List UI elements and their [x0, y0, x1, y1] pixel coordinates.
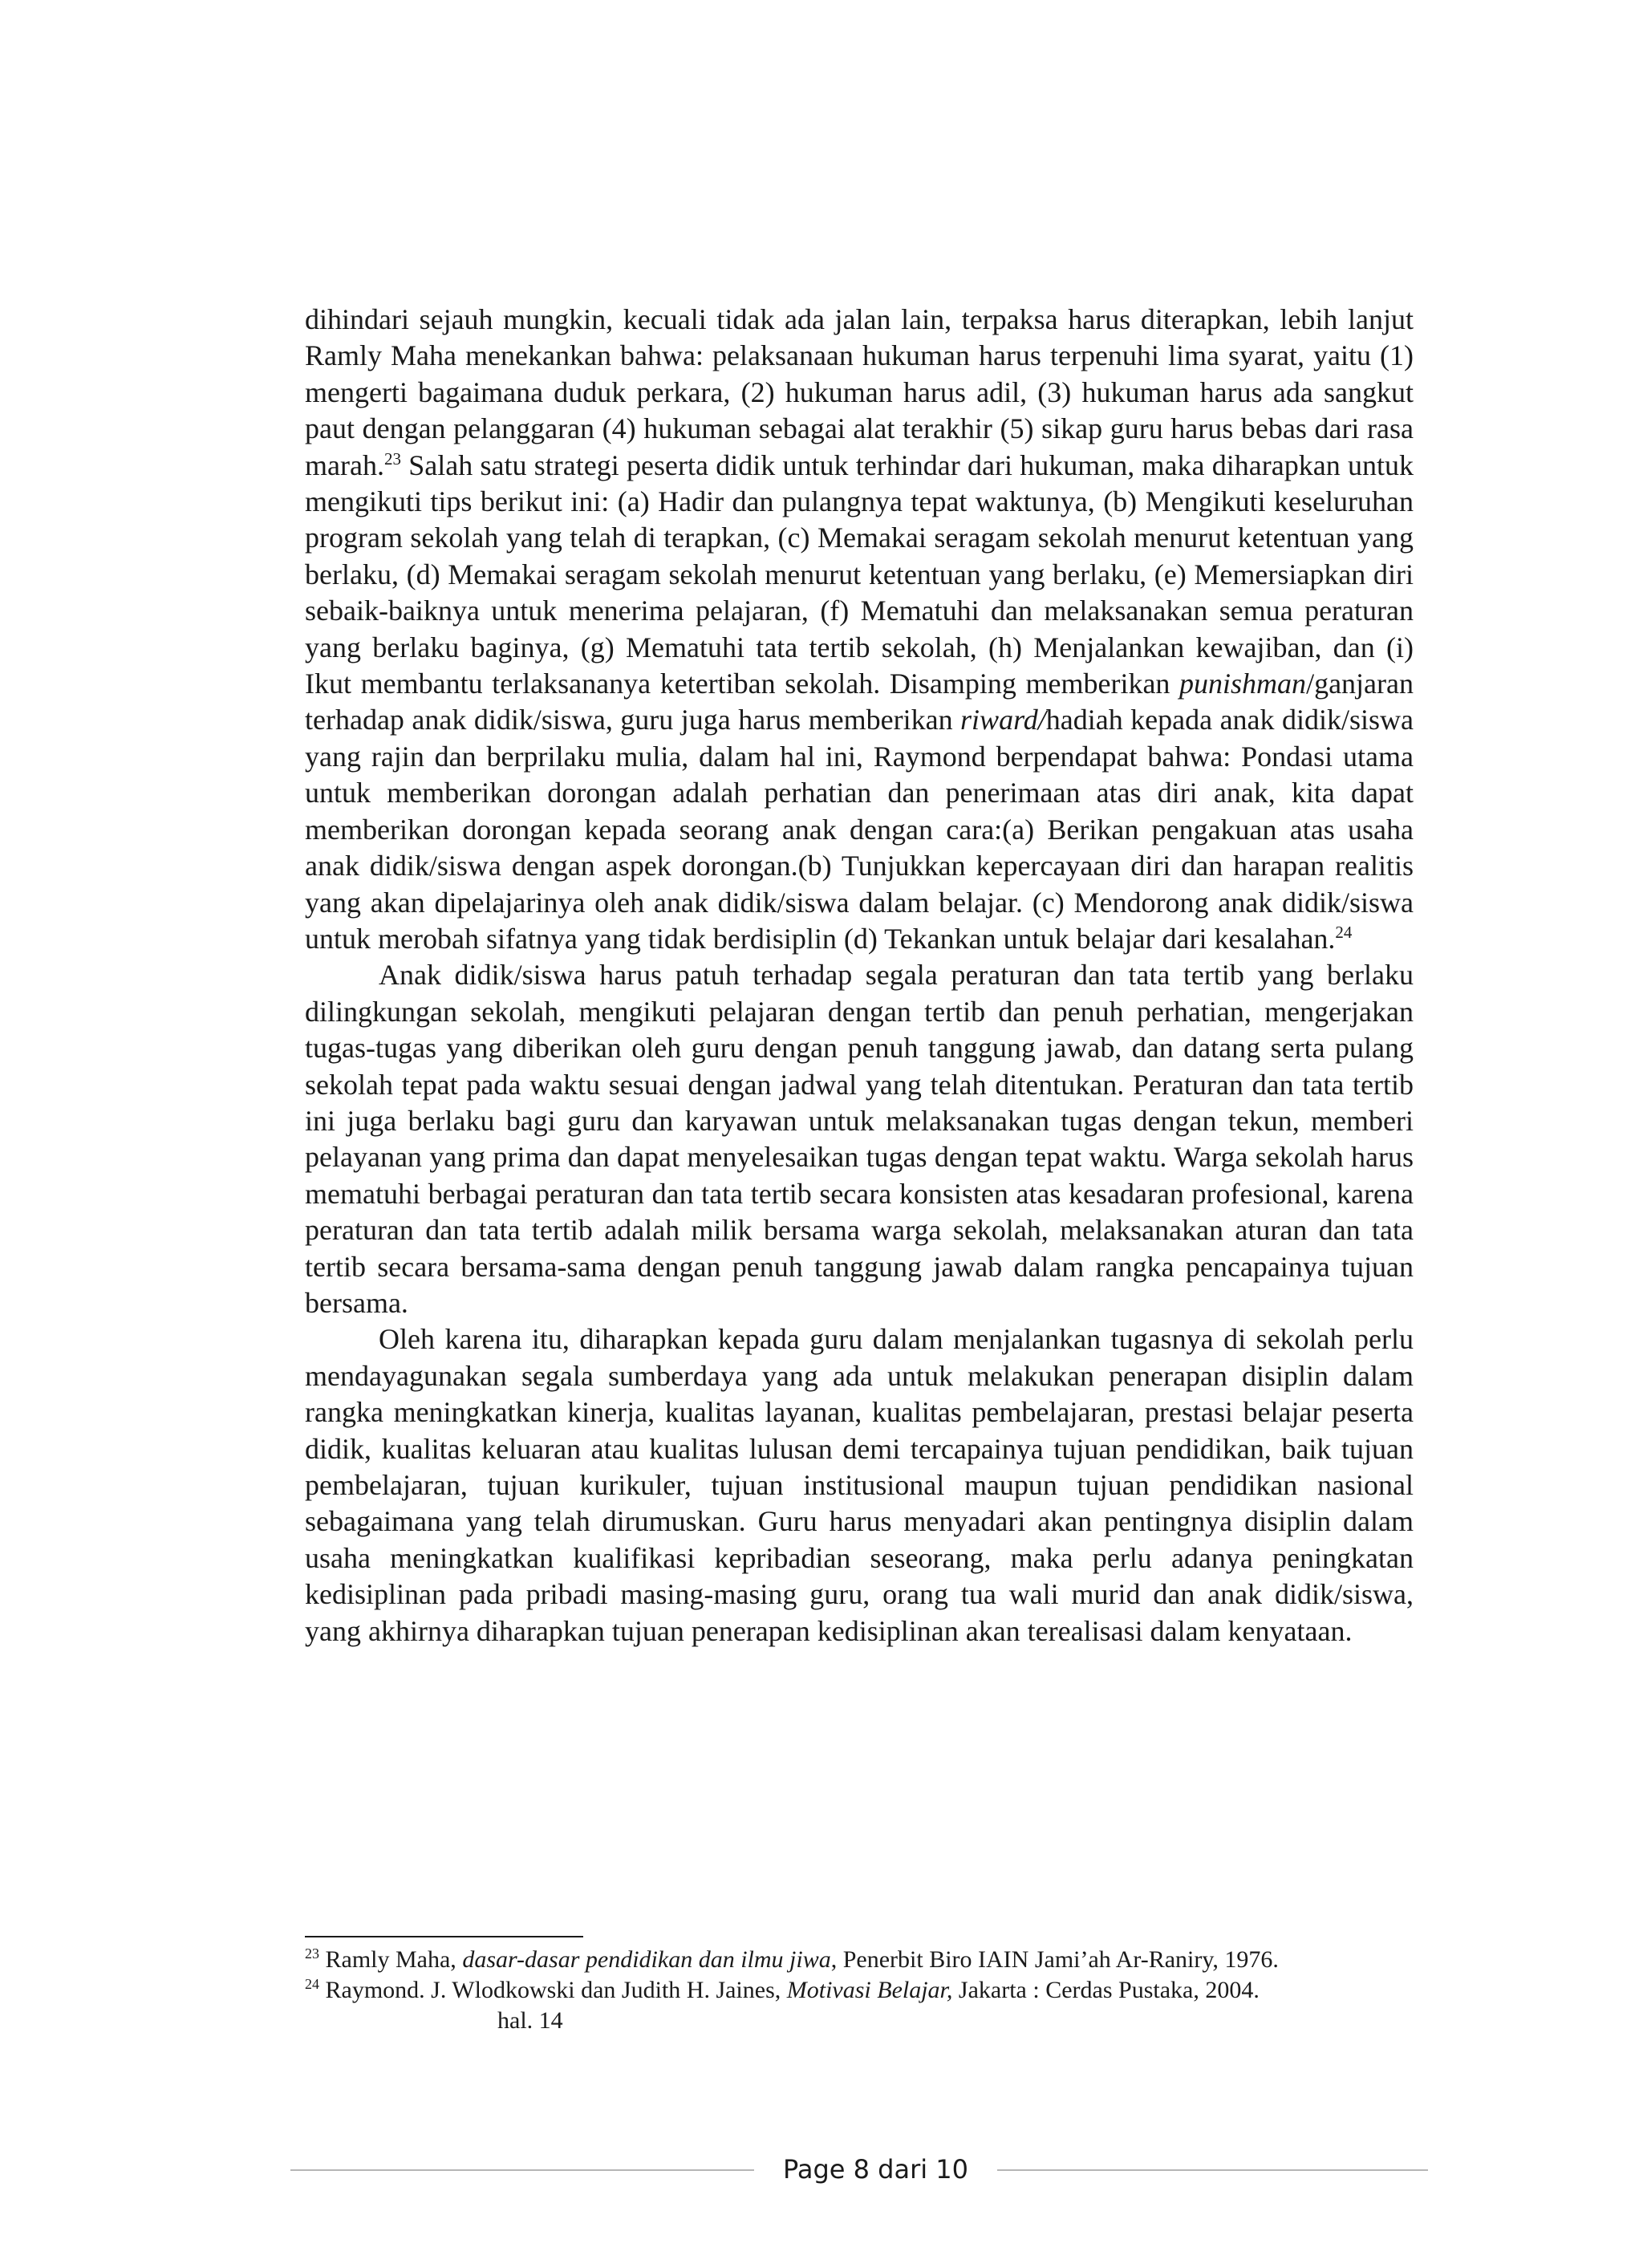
italic-term-riward: riward/ [960, 704, 1046, 736]
footnote-text: Ramly Maha, [319, 1946, 463, 1973]
footnotes [305, 1945, 1460, 2036]
paragraph-3: Oleh karena itu, diharapkan kepada guru dalam menjalankan tugasnya di sekolah perlu mendayagunakan segala sumberdaya yang ada untuk melakukan penerapan disiplin dalam rangka meningkatkan kinerja, kualitas layanan, kualitas pembelajaran, prestasi belajar peserta didik, kualitas keluaran atau kualitas lulusan demi tercapainya tujuan pendidikan, baik tujuan pembelajaran, tujuan kurikuler, tujuan institusional maupun tujuan pendidikan nasional sebagaimana yang telah dirumuskan. Guru harus menyadari akan pentingnya disiplin dalam usaha meningkatkan kualifikasi kepribadian seseorang, maka perlu adanya peningkatan kedisiplinan pada pribadi masing-masing guru, orang tua wali murid dan anak didik/siswa, yang akhirnya diharapkan tujuan penerapan kedisiplinan akan terealisasi dalam kenyataan. [305, 1323, 1414, 1647]
footer-rule-right [997, 2169, 1428, 2171]
footnote-title: Motivasi Belajar, [786, 1977, 953, 2003]
footnote-separator [305, 1936, 583, 1937]
footnote-text: , Penerbit Biro IAIN Jami’ah Ar-Raniry, 1976. [830, 1946, 1279, 1973]
paragraph-1 [305, 302, 1414, 957]
footnote-ref-23[interactable]: 23 [383, 448, 401, 469]
paragraph-1-text: /ganjaran terhadap anak didik/siswa, guru juga harus memberikan [305, 667, 1414, 736]
footnote-text: Jakarta : Cerdas Pustaka, 2004. [952, 1977, 1260, 2003]
paragraph-1-text: hadiah kepada anak didik/siswa yang rajin dan berprilaku mulia, dalam hal ini, Raymond berpendapat bahwa: Pondasi utama untuk memberikan dorongan adalah perhatian dan penerimaan atas diri anak, kita dapat memberikan dorongan kepada seorang anak dengan cara:(a) Berikan pengakuan atas usaha anak didik/siswa dengan aspek dorongan.(b) Tunjukkan kepercayaan diri dan harapan realitis yang akan dipelajarinya oleh anak didik/siswa dalam belajar. (c) Mendorong anak didik/siswa untuk merobah sifatnya yang tidak berdisiplin (d) Tekankan untuk belajar dari kesalahan. [305, 704, 1414, 955]
footnote-title: dasar-dasar pendidikan dan ilmu jiwa [462, 1946, 831, 1973]
footer-rule-left [290, 2169, 754, 2171]
page-number: Page 8 dari 10 [782, 2154, 969, 2185]
paragraph-1-text: dihindari sejauh mungkin, kecuali tidak ada jalan lain, terpaksa harus diterapkan, lebih lanjut Ramly Maha menekankan bahwa: pelaksanaan hukuman harus terpenuhi lima syarat, yaitu (1) mengerti bagaimana duduk perkara, (2) hukuman harus adil, (3) hukuman harus ada sangkut paut dengan pelanggaran (4) hukuman sebagai alat terakhir (5) sikap guru harus bebas dari rasa marah. [305, 303, 1414, 481]
paragraph-2: Anak didik/siswa harus patuh terhadap segala peraturan dan tata tertib yang berlaku dilingkungan sekolah, mengikuti pelajaran dengan tertib dan penuh perhatian, mengerjakan tugas-tugas yang diberikan oleh guru dengan penuh tanggung jawab, dan datang serta pulang sekolah tepat pada waktu sesuai dengan jadwal yang telah ditentukan. Peraturan dan tata tertib ini juga berlaku bagi guru dan karyawan untuk melaksanakan tugas dengan tekun, memberi pelayanan yang prima dan dapat menyelesaikan tugas dengan tepat waktu. Warga sekolah harus mematuhi berbagai peraturan dan tata tertib secara konsisten atas kesadaran profesional, karena peraturan dan tata tertib adalah milik bersama warga sekolah, melaksanakan aturan dan tata tertib secara bersama-sama dengan penuh tanggung jawab dalam rangka pencapainya tujuan bersama. [305, 959, 1414, 1319]
footnote-number: 24 [305, 1976, 319, 1992]
body-text [305, 302, 1414, 1649]
footnote-23 [305, 1945, 1460, 1975]
footnote-number: 23 [305, 1945, 319, 1962]
paragraph-1-text: Salah satu strategi peserta didik untuk terhindar dari hukuman, maka diharapkan untuk mengikuti tips berikut ini: (a) Hadir dan pulangnya tepat waktunya, (b) Mengikuti keseluruhan program sekolah yang telah di terapkan, (c) Memakai seragam sekolah menurut ketentuan yang berlaku, (d) Memakai seragam sekolah menurut ketentuan yang berlaku, (e) Memersiapkan diri sebaik-baiknya untuk menerima pelajaran, (f) Mematuhi dan melaksanakan semua peraturan yang berlaku baginya, (g) Mematuhi tata tertib sekolah, (h) Menjalankan kewajiban, dan (i) Ikut membantu terlaksananya ketertiban sekolah. Disamping memberikan [305, 448, 1414, 700]
footnote-24 [305, 1975, 1460, 2006]
footnote-24-continuation: hal. 14 [497, 2007, 563, 2034]
footnote-ref-24[interactable]: 24 [1335, 922, 1353, 942]
italic-term-punishman: punishman [1179, 667, 1307, 700]
footnote-text: Raymond. J. Wlodkowski dan Judith H. Jaines, [319, 1977, 787, 2003]
